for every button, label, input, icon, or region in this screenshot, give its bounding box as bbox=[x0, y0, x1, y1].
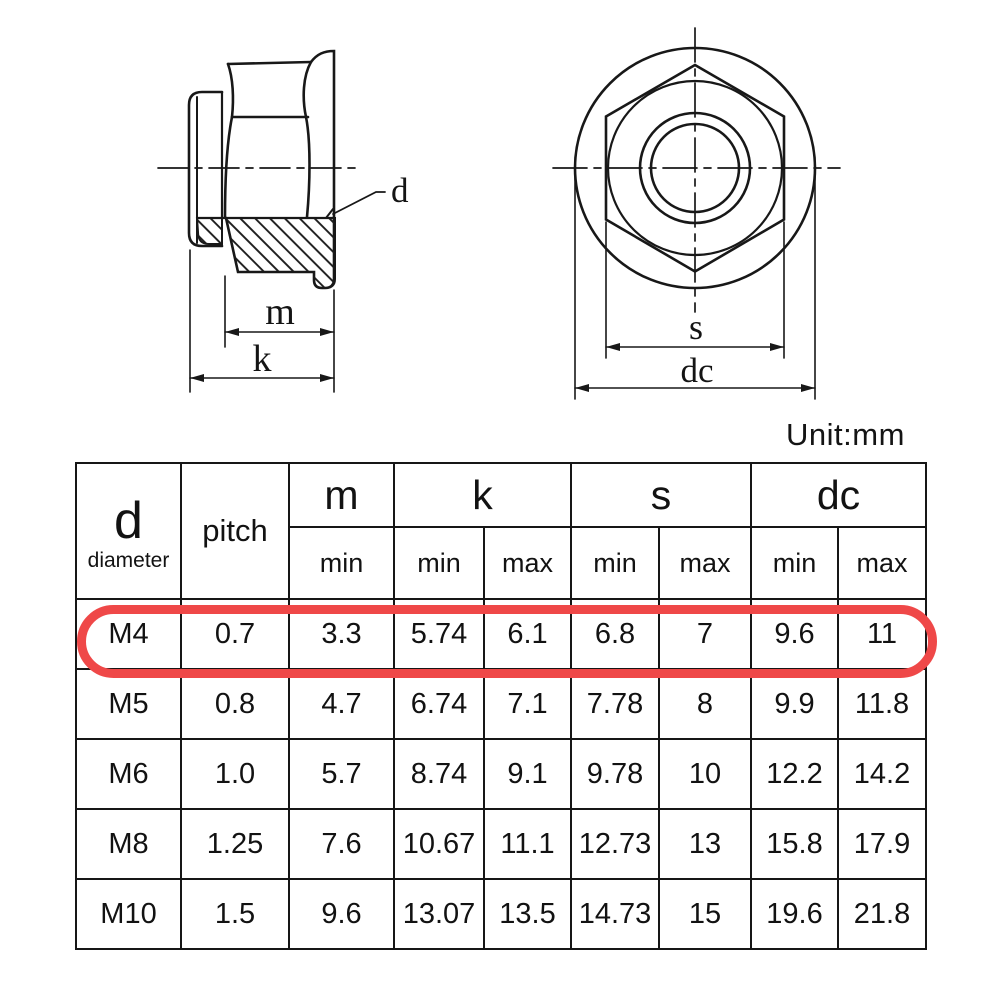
subheader-k-max: max bbox=[484, 527, 571, 599]
label-dc: dc bbox=[680, 351, 714, 390]
table-cell: 19.6 bbox=[751, 879, 838, 949]
table-cell: 9.6 bbox=[289, 879, 394, 949]
table-cell: 6.74 bbox=[394, 669, 484, 739]
table-row-m6 bbox=[76, 739, 926, 809]
table-cell: 11.8 bbox=[838, 669, 926, 739]
col-header-s: s bbox=[571, 463, 751, 527]
hex-left-face-edge bbox=[225, 117, 232, 217]
label-s: s bbox=[688, 307, 704, 347]
subheader-s-max: max bbox=[659, 527, 751, 599]
table-cell: 7.78 bbox=[571, 669, 659, 739]
table-cell: 5.74 bbox=[394, 599, 484, 669]
table-cell: 12.2 bbox=[751, 739, 838, 809]
nut-top-face-line bbox=[228, 62, 311, 64]
collar-section-hatch bbox=[197, 218, 222, 244]
table-cell: 9.6 bbox=[751, 599, 838, 669]
table-cell: 9.78 bbox=[571, 739, 659, 809]
flange-nut-drawing bbox=[0, 0, 1000, 460]
col-header-d-symbol: d bbox=[114, 491, 143, 550]
side-view-drawing bbox=[158, 51, 385, 392]
leader-line-d bbox=[333, 192, 385, 214]
table-cell: 11 bbox=[838, 599, 926, 669]
table-row-m10 bbox=[76, 879, 926, 949]
table-cell: 10.67 bbox=[394, 809, 484, 879]
table-cell: 13.07 bbox=[394, 879, 484, 949]
table-cell: 5.7 bbox=[289, 739, 394, 809]
hex-left-corner-curve bbox=[228, 64, 233, 117]
body-section-hatch bbox=[226, 218, 335, 288]
col-header-k: k bbox=[394, 463, 571, 527]
table-cell: 14.73 bbox=[571, 879, 659, 949]
row-label: M6 bbox=[76, 739, 181, 809]
table-row-m4 bbox=[76, 599, 926, 669]
thread-runout-notch bbox=[326, 209, 333, 218]
table-cell: 15 bbox=[659, 879, 751, 949]
dim-arrow-s-right bbox=[770, 343, 784, 351]
col-header-pitch: pitch bbox=[181, 463, 289, 599]
subheader-dc-max: max bbox=[838, 527, 926, 599]
dim-arrow-k-right bbox=[320, 374, 334, 382]
unit-label: Unit:mm bbox=[786, 417, 905, 452]
subheader-s-min: min bbox=[571, 527, 659, 599]
table-cell: 7.1 bbox=[484, 669, 571, 739]
table-cell: 15.8 bbox=[751, 809, 838, 879]
table-cell: 21.8 bbox=[838, 879, 926, 949]
table-cell: 4.7 bbox=[289, 669, 394, 739]
table-row-m8 bbox=[76, 809, 926, 879]
hex-right-face-curve bbox=[304, 62, 311, 217]
table-cell: 8.74 bbox=[394, 739, 484, 809]
table-cell: 8 bbox=[659, 669, 751, 739]
col-header-dc: dc bbox=[751, 463, 926, 527]
table-row-m5 bbox=[76, 669, 926, 739]
dim-arrow-dc-right bbox=[801, 384, 815, 392]
row-label: M8 bbox=[76, 809, 181, 879]
table-cell: 3.3 bbox=[289, 599, 394, 669]
dim-arrow-m-right bbox=[320, 328, 334, 336]
row-label: M10 bbox=[76, 879, 181, 949]
subheader-k-min: min bbox=[394, 527, 484, 599]
table-cell: 0.8 bbox=[181, 669, 289, 739]
table-cell: 9.1 bbox=[484, 739, 571, 809]
dim-arrow-s-left bbox=[606, 343, 620, 351]
table-cell: 11.1 bbox=[484, 809, 571, 879]
label-m: m bbox=[265, 291, 295, 333]
col-header-d-sublabel: diameter bbox=[87, 548, 170, 572]
table-cell: 17.9 bbox=[838, 809, 926, 879]
table-cell: 12.73 bbox=[571, 809, 659, 879]
table-cell: 6.8 bbox=[571, 599, 659, 669]
dim-arrow-k-left bbox=[190, 374, 204, 382]
table-cell: 7 bbox=[659, 599, 751, 669]
table-cell: 7.6 bbox=[289, 809, 394, 879]
table-cell: 1.5 bbox=[181, 879, 289, 949]
subheader-dc-min: min bbox=[751, 527, 838, 599]
dim-arrow-dc-left bbox=[575, 384, 589, 392]
table-cell: 0.7 bbox=[181, 599, 289, 669]
table-cell: 13.5 bbox=[484, 879, 571, 949]
table-cell: 1.0 bbox=[181, 739, 289, 809]
table-cell: 1.25 bbox=[181, 809, 289, 879]
table-cell: 9.9 bbox=[751, 669, 838, 739]
row-label: M4 bbox=[76, 599, 181, 669]
table-cell: 13 bbox=[659, 809, 751, 879]
subheader-m-min: min bbox=[289, 527, 394, 599]
table-cell: 10 bbox=[659, 739, 751, 809]
label-k: k bbox=[252, 338, 272, 380]
label-d: d bbox=[391, 171, 409, 210]
dimension-table bbox=[75, 462, 927, 950]
col-header-d bbox=[76, 463, 181, 599]
table-cell: 6.1 bbox=[484, 599, 571, 669]
table-cell: 14.2 bbox=[838, 739, 926, 809]
row-label: M5 bbox=[76, 669, 181, 739]
dim-arrow-m-left bbox=[225, 328, 239, 336]
col-header-m: m bbox=[289, 463, 394, 527]
